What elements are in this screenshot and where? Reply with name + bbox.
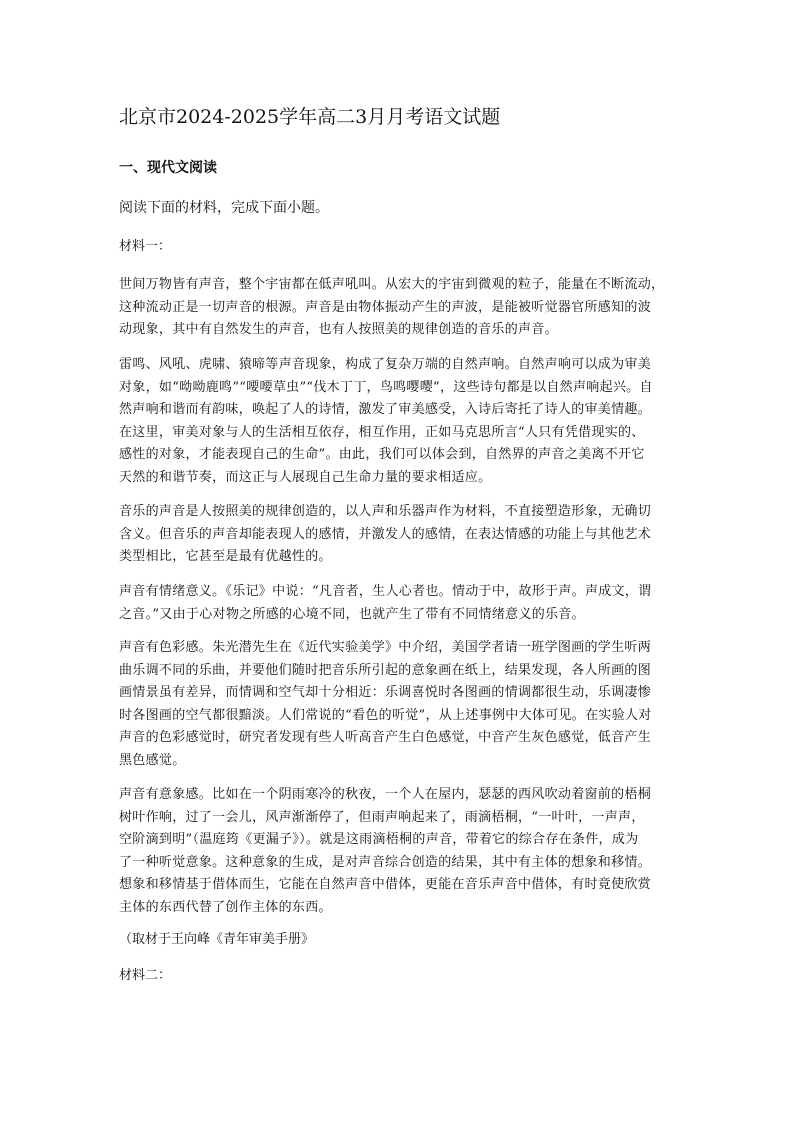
paragraph-line: 感性的对象，才能表现自己的生命”。由此，我们可以体会到，自然界的声音之美离不开它 [119,447,645,462]
paragraph-line: 声音的色彩感觉时，研究者发现有些人听高音产生白色感觉，中音产生灰色感觉，低音产生 [119,730,652,745]
paragraph-line: 黑色感觉。 [119,752,186,768]
paragraph-line: 在这里，审美对象与人的生活相互依存，相互作用，正如马克思所言“人只有凭借现实的、 [119,424,645,440]
paragraph-3 [119,501,679,569]
paragraph-line: 空阶滴到明”（温庭筠《更漏子》）。就是这雨滴梧桐的声音，带着它的综合存在条件，成为 [119,832,639,847]
paragraph-line: 曲乐调不同的乐曲，并要他们随时把音乐所引起的意象画在纸上，结果发现，各人所画的图 [119,662,652,678]
paragraph-line: 这种流动正是一切声音的根源。声音是由物体振动产生的声波，是能被听觉器官所感知的波 [119,299,652,315]
paragraph-6 [119,784,679,919]
paragraph-line: 对象，如“呦呦鹿鸣”“喓喓草虫”“伐木丁丁，鸟鸣嘤嘤”，这些诗句都是以自然声响起兴。自 [119,379,653,395]
paragraph-line: 想象和移情基于借体而生，它能在自然声音中借体，更能在音乐声音中借体，有时竟使欣赏 [119,877,652,892]
document-title: 北京市2024-2025学年高二3月月考语文试题 [119,106,501,128]
section-heading: 一、现代文阅读 [119,160,217,176]
paragraph-line: 动现象，其中有自然发生的声音，也有人按照美的规律创造的音乐的声音。 [119,322,558,337]
paragraph-line: 了一种听觉意象。这种意象的生成，是对声音综合创造的结果，其中有主体的想象和移情。 [119,854,652,870]
paragraph-line: 树叶作响，过了一会儿，风声渐渐停了，但雨声响起来了，雨滴梧桐，“一叶叶，一声声， [119,809,645,825]
paragraph-1 [119,274,679,342]
paragraph-line: 之音。”又由于心对物之所感的心境不同，也就产生了带有不同情绪意义的乐音。 [119,606,585,622]
paragraph-line: 世间万物皆有声音，整个宇宙都在低声吼叫。从宏大的宇宙到微观的粒子，能量在不断流动， [119,277,665,292]
material-one-label: 材料一： [119,239,172,254]
paragraph-line: 主体的东西代替了创作主体的东西。 [119,899,332,915]
paragraph-line: 含义。但音乐的声音却能表现人的感情，并激发人的感情，在表达情感的功能上与其他艺术 [119,526,652,542]
paragraph-line: 类型相比，它甚至是最有优越性的。 [119,549,332,564]
paragraph-5 [119,637,679,772]
paragraph-line: 画情景虽有差异，而情调和空气却十分相近：乐调喜悦时各图画的情调都很生动，乐调凄惨 [119,685,652,700]
paragraph-line: 天然的和谐节奏，而这正与人展现自己生命力量的要求相适应。 [119,469,492,485]
paragraph-line: 音乐的声音是人按照美的规律创造的，以人声和乐器声作为材料，不直接塑造形象，无确切 [119,504,652,519]
paragraph-line: 雷鸣、风吼、虎啸、猿啼等声音现象，构成了复杂万端的自然声响。自然声响可以成为审美 [119,357,652,372]
paragraph-line: 时各图画的空气都很黯淡。人们常说的“看色的听觉”，从上述事例中大体可见。在实验人对 [119,707,652,723]
reading-instruction: 阅读下面的材料，完成下面小题。 [119,200,329,216]
paragraph-line: 然声响和谐而有韵味，唤起了人的诗情，激发了审美感受，入诗后寄托了诗人的审美情趣。 [119,402,652,417]
material-two-label: 材料二： [119,968,172,983]
paragraph-line: 声音有情绪意义。《乐记》中说：“凡音者，生人心者也。情动于中，故形于声。声成文，谓 [119,584,652,599]
paragraph-line: 声音有色彩感。朱光潜先生在《近代实验美学》中介绍，美国学者请一班学图画的学生听两 [119,640,652,655]
source-note: （取材于王向峰《青年审美手册》 [119,932,315,947]
paragraph-4 [119,581,679,626]
paragraph-2 [119,354,679,489]
paragraph-line: 声音有意象感。比如在一个阴雨寒冷的秋夜，一个人在屋内，瑟瑟的西风吹动着窗前的梧桐 [119,787,652,802]
